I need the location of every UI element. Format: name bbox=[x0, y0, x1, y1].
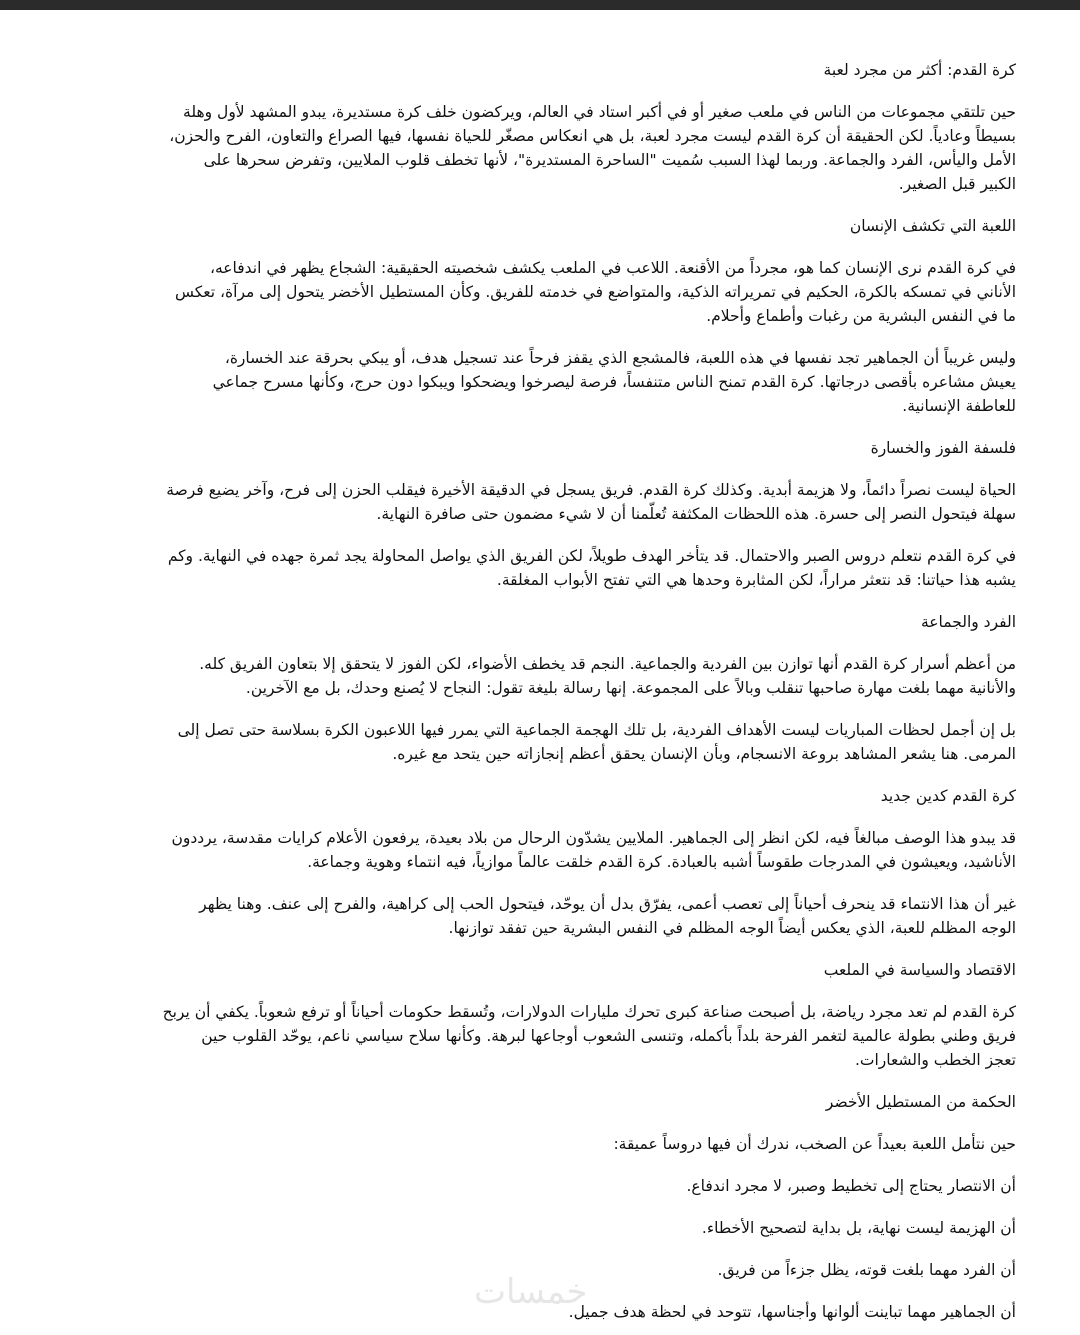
paragraph-line: في كرة القدم نرى الإنسان كما هو، مجرداً من الأقنعة. اللاعب في الملعب يكشف شخصيته الحقيقية: الشجاع يظهر في اندفاعه، bbox=[209, 259, 1016, 277]
paragraph-line: تعجز الخطب والشعارات. bbox=[854, 1051, 1016, 1069]
section bbox=[64, 610, 1016, 766]
paragraph-line: أن الانتصار يحتاج إلى تخطيط وصبر، لا مجرد اندفاع. bbox=[686, 1177, 1016, 1195]
paragraph-line: قد يبدو هذا الوصف مبالغاً فيه، لكن انظر إلى الجماهير. الملايين يشدّون الرحال من بلاد بعيدة، يرفعون الأعلام كرايات مقدسة، يرددون bbox=[171, 829, 1016, 847]
paragraph bbox=[64, 1258, 1016, 1282]
section bbox=[64, 214, 1016, 418]
paragraph-line: بل إن أجمل لحظات المباريات ليست الأهداف الفردية، بل تلك الهجمة الجماعية التي يمرر فيها اللاعبون الكرة بسلاسة حتى تصل إلى bbox=[177, 721, 1016, 739]
paragraph-line: ما في النفس البشرية من رغبات وأطماع وأحلام. bbox=[706, 307, 1016, 325]
paragraph-line: الأناشيد، ويعيشون في المدرجات طقوساً أشبه بالعبادة. كرة القدم خلقت عالماً موازياً، فيه انتماء وهوية وجماعة. bbox=[307, 853, 1016, 871]
paragraph-line: والأنانية مهما بلغت مهارة صاحبها تنقلب وبالاً على المجموعة. إنها رسالة بليغة تقول: النجاح لا يُصنع وحدك، بل مع الآخرين. bbox=[245, 679, 1016, 697]
paragraph-line: غير أن هذا الانتماء قد ينحرف أحياناً إلى تعصب أعمى، يفرّق بدل أن يوحّد، فيتحول الحب إلى كراهية، والفرح إلى عنف. وهنا يظهر bbox=[199, 895, 1016, 913]
paragraph bbox=[64, 1300, 1016, 1324]
paragraph-line: للعاطفة الإنسانية. bbox=[902, 397, 1016, 415]
paragraph bbox=[64, 892, 1016, 940]
section-heading: الاقتصاد والسياسة في الملعب bbox=[823, 961, 1016, 979]
paragraph-line: الأمل واليأس، الفرد والجماعة. وربما لهذا السبب سُميت "الساحرة المستديرة"، لأنها تخطف قلوب الملايين، وتفرض سحرها على bbox=[203, 151, 1016, 169]
paragraph bbox=[64, 718, 1016, 766]
paragraph bbox=[64, 1216, 1016, 1240]
paragraph-line: أن الفرد مهما بلغت قوته، يظل جزءاً من فريق. bbox=[717, 1261, 1016, 1279]
paragraph bbox=[64, 826, 1016, 874]
paragraph-line: الوجه المظلم للعبة، الذي يعكس أيضاً الوجه المظلم في النفس البشرية حين تفقد توازنها. bbox=[448, 919, 1016, 937]
section bbox=[64, 958, 1016, 1072]
section-heading: فلسفة الفوز والخسارة bbox=[870, 439, 1016, 457]
document-body bbox=[64, 58, 1016, 1335]
paragraph-line: الحياة ليست نصراً دائماً، ولا هزيمة أبدية. وكذلك كرة القدم. فريق يسجل في الدقيقة الأخيرة فيقلب الحزن إلى فرح، وآخر يضيع فرصة bbox=[166, 481, 1016, 499]
paragraph bbox=[64, 544, 1016, 592]
section bbox=[64, 436, 1016, 592]
paragraph-line: أن الجماهير مهما تباينت ألوانها وأجناسها، تتوحد في لحظة هدف جميل. bbox=[568, 1303, 1016, 1321]
watermark: خمسات bbox=[474, 1272, 588, 1312]
paragraph-line: الكبير قبل الصغير. bbox=[898, 175, 1016, 193]
paragraph bbox=[64, 478, 1016, 526]
intro-paragraph bbox=[64, 100, 1016, 196]
paragraph bbox=[64, 1000, 1016, 1072]
paragraph-line: حين نتأمل اللعبة بعيداً عن الصخب، ندرك أن فيها دروساً عميقة: bbox=[613, 1135, 1016, 1153]
paragraph-line: حين تلتقي مجموعات من الناس في ملعب صغير أو في أكبر استاد في العالم، ويركضون خلف كرة مستديرة، يبدو المشهد لأول وهلة bbox=[183, 103, 1016, 121]
section bbox=[64, 1090, 1016, 1324]
paragraph bbox=[64, 346, 1016, 418]
paragraph-line: بسيطاً وعادياً. لكن الحقيقة أن كرة القدم ليست مجرد لعبة، بل هي انعكاس مصغّر للحياة نفسها، فيها الصراع والتعاون، الفرح والحزن، bbox=[169, 127, 1016, 145]
paragraph bbox=[64, 1132, 1016, 1156]
paragraph-line: في كرة القدم نتعلم دروس الصبر والاحتمال. قد يتأخر الهدف طويلاً، لكن الفريق الذي يواصل المحاولة يجد ثمرة جهده في النهاية. وكم bbox=[167, 547, 1016, 565]
section-heading: اللعبة التي تكشف الإنسان bbox=[849, 217, 1016, 235]
sections bbox=[64, 214, 1016, 1324]
section-heading: الحكمة من المستطيل الأخضر bbox=[825, 1093, 1016, 1111]
document-title: كرة القدم: أكثر من مجرد لعبة bbox=[823, 61, 1016, 79]
section-heading: الفرد والجماعة bbox=[920, 613, 1016, 631]
section bbox=[64, 784, 1016, 940]
paragraph-line: يشبه هذا حياتنا: قد نتعثر مراراً، لكن المثابرة وحدها هي التي تفتح الأبواب المغلقة. bbox=[496, 571, 1016, 589]
paragraph bbox=[64, 1174, 1016, 1198]
paragraph-line: فريق وطني بطولة عالمية لتغمر الفرحة بلداً بأكمله، وتنسى الشعوب أوجاعها لبرهة. وكأنها سلاح سياسي ناعم، يوحّد القلوب حين bbox=[201, 1027, 1016, 1045]
paragraph-line: من أعظم أسرار كرة القدم أنها توازن بين الفردية والجماعية. النجم قد يخطف الأضواء، لكن الفوز لا يتحقق إلا بتعاون الفريق كله. bbox=[199, 655, 1016, 673]
paragraph-line: الأناني في تمسكه بالكرة، الحكيم في تمريراته الذكية، والمتواضع في خدمته للفريق. وكأن المستطيل الأخضر يتحول إلى مرآة، تعكس bbox=[174, 283, 1016, 301]
section-heading: كرة القدم كدين جديد bbox=[880, 787, 1016, 805]
top-bar bbox=[0, 0, 1080, 10]
paragraph-line: سهلة فيتحول النصر إلى حسرة. هذه اللحظات المكثفة تُعلّمنا أن لا شيء مضمون حتى صافرة النهاية. bbox=[376, 505, 1016, 523]
paragraph-line: وليس غريباً أن الجماهير تجد نفسها في هذه اللعبة، فالمشجع الذي يقفز فرحاً عند تسجيل هدف، أو يبكي بحرقة عند الخسارة، bbox=[224, 349, 1016, 367]
paragraph bbox=[64, 652, 1016, 700]
paragraph bbox=[64, 256, 1016, 328]
paragraph-line: كرة القدم لم تعد مجرد رياضة، بل أصبحت صناعة كبرى تحرك مليارات الدولارات، وتُسقط حكومات أحياناً أو ترفع شعوباً. يكفي أن يربح bbox=[162, 1003, 1016, 1021]
paragraph-line: المرمى. هنا يشعر المشاهد بروعة الانسجام، وبأن الإنسان يحقق أعظم إنجازاته حين يتحد مع غيره. bbox=[392, 745, 1016, 763]
paragraph-line: يعيش مشاعره بأقصى درجاتها. كرة القدم تمنح الناس متنفساً، فرصة ليصرخوا ويضحكوا ويبكوا دون حرج، وكأنها مسرح جماعي bbox=[212, 373, 1016, 391]
paragraph-line: أن الهزيمة ليست نهاية، بل بداية لتصحيح الأخطاء. bbox=[701, 1219, 1016, 1237]
